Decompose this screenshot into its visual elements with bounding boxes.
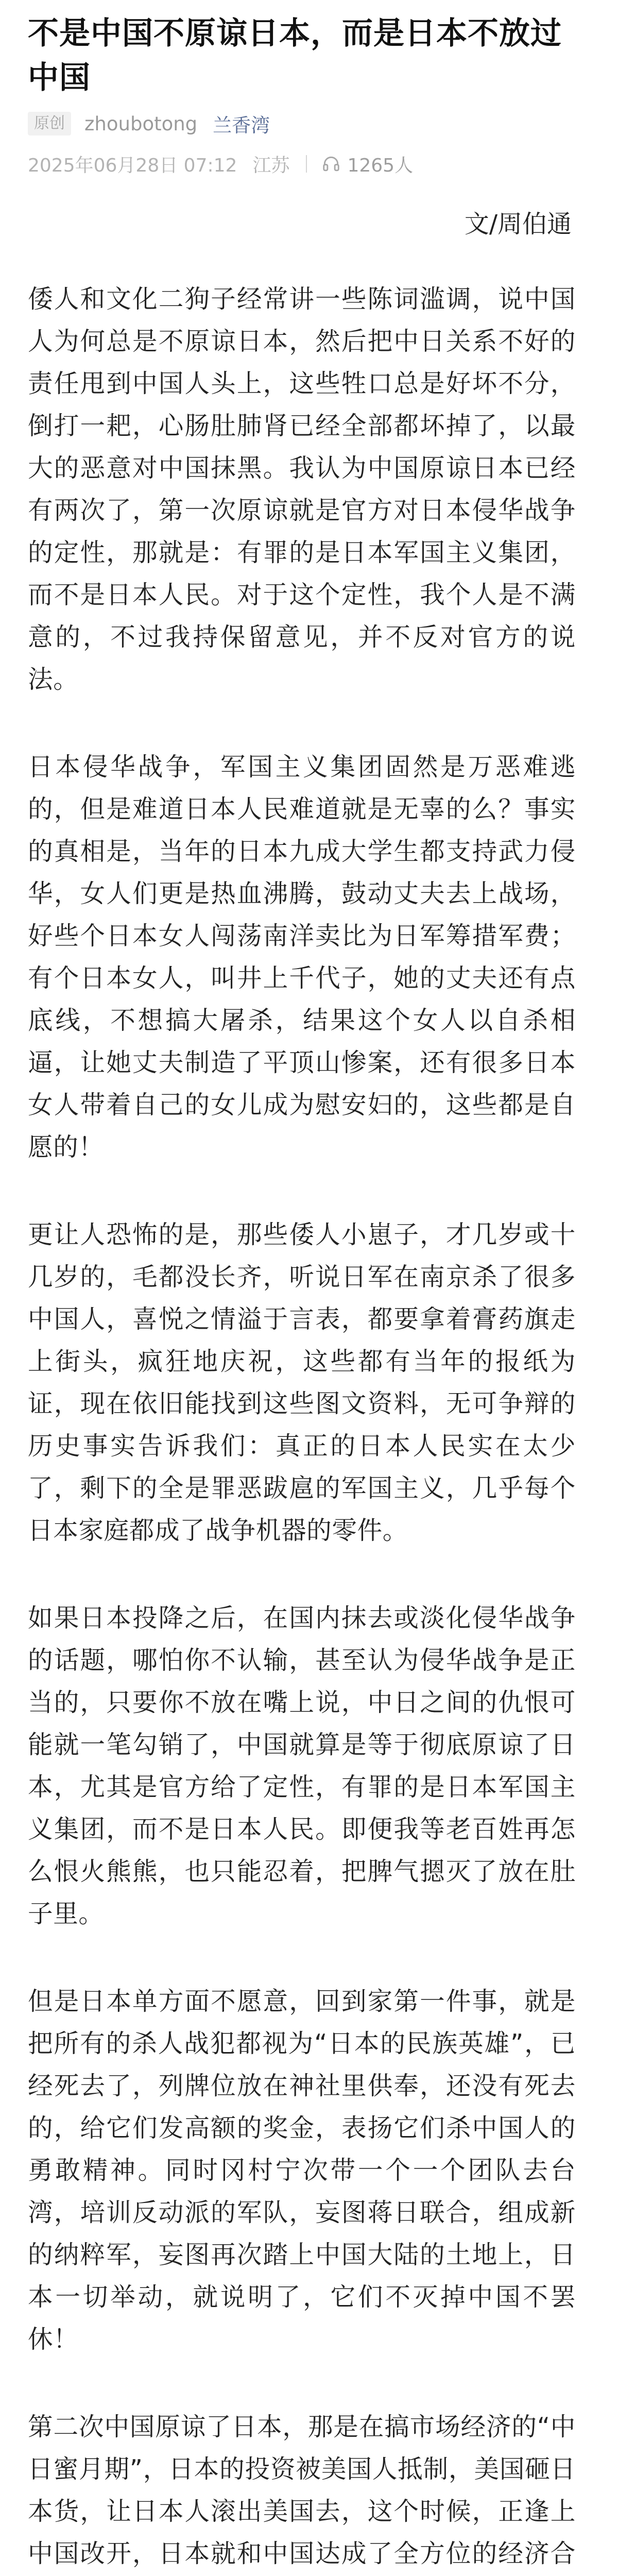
publish-date: 2025年06月28日 07:12 xyxy=(28,155,237,176)
meta-divider xyxy=(306,155,307,173)
author-name: zhoubotong xyxy=(84,112,198,135)
headphone-icon xyxy=(321,154,341,174)
meta-info-row xyxy=(28,148,590,179)
paragraph: 第二次中国原谅了日本，那是在搞市场经济的“中日蜜月期”，日本的投资被美国人抵制，美国砸日本货，让日本人滚出美国去，这个时候，正逢上中国改开，日本就和中国达成了全方位的经济合 xyxy=(28,2413,576,2568)
paragraph: 倭人和文化二狗子经常讲一些陈词滥调，说中国人为何总是不原谅日本，然后把中日关系不好的责任甩到中国人头上，这些牲口总是好坏不分，倒打一耙，心肠肚肺肾已经全部都坏掉了，以最大的恶意对中国抹黑。我认为中国原谅日本已经有两次了，第一次原谅就是官方对日本侵华战争的定性，那就是：有罪的是日本军国主义集团，而不是日本人民。对于这个定性，我个人是不满意的，不过我持保留意见，并不反对官方的说法。 xyxy=(28,285,576,694)
article-title: 不是中国不原谅日本，而是日本不放过中国 xyxy=(28,15,562,96)
paragraph: 但是日本单方面不愿意，回到家第一件事，就是把所有的杀人战犯都视为“日本的民族英雄”，已经死去了，列牌位放在神社里供奉，还没有死去的，给它们发高额的奖金，表扬它们杀中国人的勇敢精神。同时冈村宁次带一个一个团队去台湾，培训反动派的军队，妄图蒋日联合，组成新的纳粹军，妄图再次踏上中国大陆的土地上，日本一切举动，就说明了，它们不灭掉中国不罢休！ xyxy=(28,1987,576,2354)
byline: 文/周伯通 xyxy=(464,210,572,239)
article-body xyxy=(28,278,590,2576)
paragraph: 如果日本投降之后，在国内抹去或淡化侵华战争的话题，哪怕你不认输，甚至认为侵华战争是正当的，只要你不放在嘴上说，中日之间的仇恨可能就一笔勾销了，中国就算是等于彻底原谅了日本，尤其是官方给了定性，有罪的是日本军国主义集团，而不是日本人民。即便我等老百姓再怎么恨火熊熊，也只能忍着，把脾气摁灭了放在肚子里。 xyxy=(28,1604,576,1928)
account-link[interactable]: 兰香湾 xyxy=(213,114,270,137)
original-badge: 原创 xyxy=(28,112,71,135)
meta-author-row xyxy=(28,109,590,138)
paragraph: 更让人恐怖的是，那些倭人小崽子，才几岁或十几岁的，毛都没长齐，听说日军在南京杀了很多中国人，喜悦之情溢于言表，都要拿着膏药旗走上街头，疯狂地庆祝，这些都有当年的报纸为证，现在依旧能找到这些图文资料，无可争辩的历史事实告诉我们：真正的日本人民实在太少了，剩下的全是罪恶跋扈的军国主义，几乎每个日本家庭都成了战争机器的零件。 xyxy=(28,1221,576,1545)
publish-location: 江苏 xyxy=(252,155,290,176)
paragraph: 日本侵华战争，军国主义集团固然是万恶难逃的，但是难道日本人民难道就是无辜的么？事实的真相是，当年的日本九成大学生都支持武力侵华，女人们更是热血沸腾，鼓动丈夫去上战场，好些个日本女人闯荡南洋卖比为日军筹措军费；有个日本女人，叫井上千代子，她的丈夫还有点底线，不想搞大屠杀，结果这个女人以自杀相逼，让她丈夫制造了平顶山惨案，还有很多日本女人带着自己的女儿成为慰安妇的，这些都是自愿的！ xyxy=(28,753,576,1162)
listener-count: 1265人 xyxy=(347,155,414,176)
